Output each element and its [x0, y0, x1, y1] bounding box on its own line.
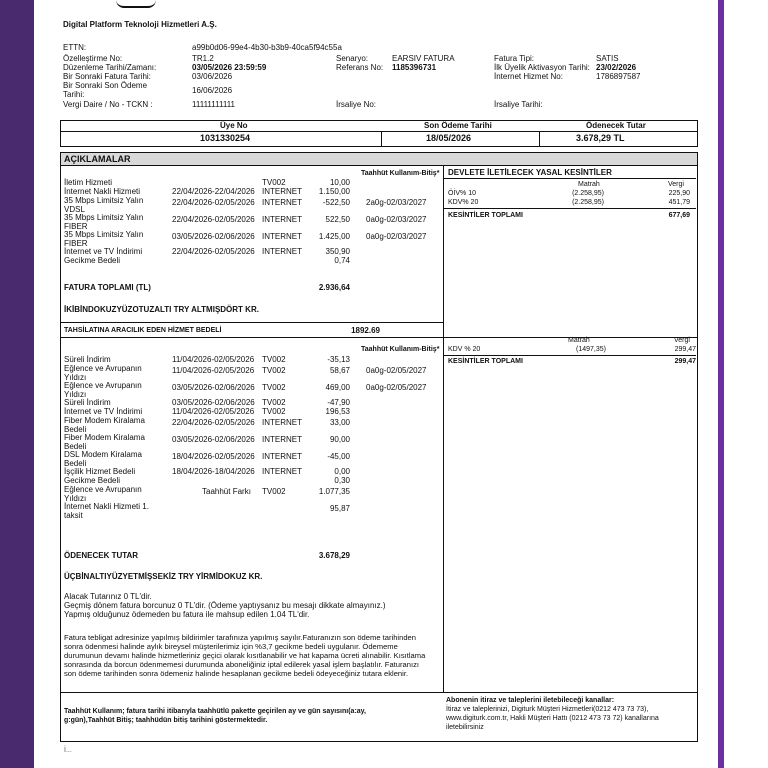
item2-taahhut: 0a0g-02/05/2027 [366, 383, 427, 392]
item2-period: 11/04/2026-02/05/2026 [172, 355, 255, 364]
item1-taahhut: 0a0g-02/03/2027 [366, 232, 427, 241]
item1-type: TV002 [262, 178, 286, 187]
item2-name: Süreli İndirim [64, 398, 111, 407]
item2-amount: 95,87 [329, 504, 350, 513]
item2-period: 03/05/2026-02/06/2026 [172, 383, 255, 392]
note2-line: son ödeme tarihinden sonra ödemeniz halinde hesaplanan gecikme bedeli ödeyeceğiniz tutara eklenir. [64, 669, 409, 678]
meta-mid-label-1: Referans No: [336, 63, 384, 72]
item1-name: İletim Hizmeti [64, 178, 113, 187]
item2-name: Fiber Modem Kiralama Bedeli [64, 433, 145, 451]
meta-right-label-2: İnternet Hizmet No: [494, 72, 563, 81]
item1-taahhut: 0a0g-02/03/2027 [366, 215, 427, 224]
tax2-total-value: 299,47 [674, 358, 696, 365]
cut-off-text: İ... [64, 747, 72, 754]
item1-period: 22/04/2026-02/05/2026 [172, 198, 255, 207]
meta-right-value-1: 23/02/2026 [596, 63, 637, 72]
item1-type: INTERNET [262, 215, 302, 224]
note2-line: sonrasında da borcun ödenmemesi durumunda aboneliğiniz iptal edilerek yasal işlem başlatılır. Faturanızı [64, 660, 419, 669]
item1-amount: -522,50 [322, 198, 350, 207]
tax1-total-value: 677,69 [668, 212, 690, 219]
tax1-total-divider [444, 208, 696, 209]
item1-name: İnternet Nakli Hizmeti [64, 187, 141, 196]
tax1-row-name: ÖİV% 10 [448, 190, 477, 197]
footnote-line-2: g:gün),Taahhüt Bitiş; taahhüdün bitiş tarihini göstermektedir. [64, 717, 268, 724]
item1-type: INTERNET [262, 187, 302, 196]
note2-line: sonra ödenmesi halinde aylık bireysel müşterilerimiz için %3,7 gecikme bedeli uygulanır. Ödememe [64, 642, 398, 651]
item2-type: TV002 [262, 355, 286, 364]
item1-taahhut: 2a0g-02/03/2027 [366, 198, 427, 207]
item2-type: INTERNET [262, 452, 302, 461]
tax1-row-name: KDV% 20 [448, 199, 479, 206]
item2-type: INTERNET [262, 467, 302, 476]
contact-line-3: iletebilirsiniz [446, 724, 484, 731]
note2-line: durumunun devamı halinde hizmetleriniz geçici olarak kısıtlanabilir ve hat kapama ücreti alınabilir. Kısıtlama [64, 651, 426, 660]
item1-name: 35 Mbps Limitsiz Yalın FIBER [64, 213, 144, 231]
tax2-matrah-header: Matrah [568, 337, 590, 344]
section-header-bar [61, 153, 697, 166]
item2-name: Gecikme Bedeli [64, 476, 121, 485]
item2-name: Fiber Modem Kiralama Bedeli [64, 416, 145, 434]
fatura-toplami-value: 2.936,64 [318, 283, 350, 292]
meta-mid-label-2: İrsaliye No: [336, 100, 377, 109]
item2-name: İnternet ve TV İndirimi [64, 407, 143, 416]
tax2-row-matrah: (1497,35) [576, 346, 606, 353]
tax1-vergi-header: Vergi [668, 181, 684, 188]
meta-value-2: 03/05/2026 23:59:59 [192, 63, 267, 72]
item2-amount: 58,67 [329, 366, 350, 375]
item1-name: İnternet ve TV İndirimi [64, 247, 143, 256]
item2-period: 11/04/2026-02/05/2026 [172, 366, 255, 375]
summary-son-odeme-date: 18/05/2026 [426, 133, 472, 143]
item1-period: 22/04/2026-02/05/2026 [172, 215, 255, 224]
item2-period: 22/04/2026-02/05/2026 [172, 418, 255, 427]
item2-type: TV002 [262, 407, 286, 416]
item2-type: INTERNET [262, 435, 302, 444]
meta-value-0: a99b0d06-99e4-4b30-b3b9-40ca5f94c55a [192, 43, 342, 52]
tax1-row-vergi: 225,90 [668, 190, 690, 197]
meta-label-3: Bir Sonraki Fatura Tarihi: [63, 72, 151, 81]
tahsilat-value: 1892.69 [351, 326, 380, 335]
note2-line: Fatura tebligat adresinize yapılmış bildirimler tarafınıza yapılmış sayılır.Faturanızın son ödeme tarihinden [64, 633, 417, 642]
note1-line: Yapmış olduğunuz ödemeden bu fatura ile mahsup edilen 1.04 TL'dir. [64, 610, 310, 619]
footnote-line-1: Taahhüt Kullanım; fatura tarihi itibarıyla taahhütlü pakette geçirilen ay ve gün sayısını(a:ay, [64, 708, 366, 715]
meta-value-1: TR1.2 [192, 54, 214, 63]
item1-period: 22/04/2026-22/04/2026 [172, 187, 255, 196]
column-divider [443, 165, 444, 692]
item2-name: Eğlence ve Avrupanın Yıldızı [64, 485, 142, 503]
odenecek-tutar-value: 3.678,29 [318, 551, 350, 560]
item1-amount: 0,74 [334, 256, 350, 265]
item1-amount: 522,50 [325, 215, 350, 224]
divider-1 [61, 322, 443, 323]
note1-line: Alacak Tutarınız 0 TL'dir. [64, 592, 152, 601]
item1-type: INTERNET [262, 198, 302, 207]
meta-label-5: Vergi Daire / No - TCKN : [63, 100, 153, 109]
item2-name: Eğlence ve Avrupanın Yıldızı [64, 381, 142, 399]
item1-type: INTERNET [262, 247, 302, 256]
item2-period: 18/04/2026-02/05/2026 [172, 452, 255, 461]
right-edge [718, 0, 768, 768]
tax2-total-divider [444, 355, 696, 356]
note1-line: Geçmiş dönem fatura borcunuz 0 TL'dir. (Ödeme yaptıysanız bu mesajı dikkate almayınız.) [64, 601, 386, 610]
meta-value-3: 03/06/2026 [192, 72, 233, 81]
item2-amount: -47,90 [327, 398, 350, 407]
item1-period: 03/05/2026-02/06/2026 [172, 232, 255, 241]
meta-value-5: 11111111111 [192, 100, 236, 109]
item1-period: 22/04/2026-02/05/2026 [172, 247, 255, 256]
tax1-row-matrah: (2.258,95) [572, 190, 604, 197]
item2-amount: 33,00 [329, 418, 350, 427]
meta-right-value-2: 1786897587 [596, 72, 641, 81]
meta-label-4-b: Tarihi: [63, 90, 85, 99]
item2-type: INTERNET [262, 418, 302, 427]
tax-title-underline [444, 178, 696, 179]
tax2-vergi-header: Vergi [674, 337, 690, 344]
footer-divider [61, 692, 697, 693]
tax1-row-vergi: 451,79 [668, 199, 690, 206]
item1-amount: 1.425,00 [318, 232, 350, 241]
taahhut-header-1: Taahhüt Kullanım-Bitiş* [361, 170, 440, 177]
summary-header-son-odeme: Son Ödeme Tarihi [424, 121, 492, 130]
item2-amount: -45,00 [327, 452, 350, 461]
item2-name: İşçilik Hizmet Bedeli [64, 467, 136, 476]
meta-value-4: 16/06/2026 [192, 86, 233, 95]
taahhut-header-2: Taahhüt Kullanım-Bitiş* [361, 346, 440, 353]
item1-name: 35 Mbps Limitsiz Yalın FIBER [64, 230, 144, 248]
meta-right-label-0: Fatura Tipi: [494, 54, 535, 63]
item2-taahhut: 0a0g-02/05/2027 [366, 366, 427, 375]
meta-label-0: ETTN: [63, 43, 87, 52]
item1-name: 35 Mbps Limitsiz Yalın VDSL [64, 196, 144, 214]
item1-amount: 1.150,00 [318, 187, 350, 196]
summary-odenecek-tutar: 3.678,29 TL [576, 133, 625, 143]
meta-mid-label-0: Senaryo: [336, 54, 369, 63]
contact-title: Abonenin itiraz ve taleplerini iletebileceği kanallar: [446, 697, 615, 704]
item1-type: INTERNET [262, 232, 302, 241]
item2-amount: 0,30 [334, 476, 350, 485]
company-logo [116, 0, 156, 8]
tax2-total-label: KESİNTİLER TOPLAMI [448, 358, 523, 365]
amount-in-words-2: ÜÇBİNALTIYÜZYETMİŞSEKİZ TRY YİRMİDOKUZ KR. [64, 572, 263, 581]
fatura-toplami-label: FATURA TOPLAMI (TL) [64, 283, 151, 292]
tax-panel-title: DEVLETE İLETİLECEK YASAL KESİNTİLER [448, 168, 612, 177]
tahsilat-label: TAHSİLATINA ARACILIK EDEN HİZMET BEDELİ [64, 327, 222, 334]
item2-type: TV002 [262, 398, 286, 407]
item2-amount: 196,53 [325, 407, 350, 416]
meta-mid-value-0: EARSIV FATURA [392, 54, 455, 63]
item1-amount: 10,00 [329, 178, 350, 187]
meta-mid-value-1: 1185396731 [392, 63, 437, 72]
item2-amount: 0,00 [334, 467, 350, 476]
item2-type: TV002 [262, 487, 286, 496]
item2-period: 03/05/2026-02/06/2026 [172, 398, 255, 407]
contact-line-1: İtiraz ve taleplerinizi, Digiturk Müşteri Hizmetleri(0212 473 73 73), [446, 706, 649, 713]
item2-name: Süreli İndirim [64, 355, 111, 364]
tax2-row-name: KDV % 20 [448, 346, 481, 353]
tax2-row-vergi: 299,47 [674, 346, 696, 353]
company-name: Digital Platform Teknoloji Hizmetleri A.Ş. [63, 20, 217, 29]
item2-amount: -35,13 [327, 355, 350, 364]
amount-in-words-1: İKİBİNDOKUZYÜZOTUZALTI TRY ALTMIŞDÖRT KR. [64, 305, 259, 314]
meta-right-label-1: İlk Üyelik Aktivasyon Tarihi: [494, 63, 590, 72]
tax1-matrah-header: Matrah [578, 181, 600, 188]
odenecek-tutar-label: ÖDENECEK TUTAR [64, 551, 139, 560]
item2-amount: 1.077,35 [318, 487, 350, 496]
meta-label-4: Bir Sonraki Son Ödeme [63, 81, 148, 90]
item2-type: TV002 [262, 366, 286, 375]
item2-name: DSL Modem Kiralama Bedeli [64, 450, 142, 468]
meta-right-value-0: SATIS [596, 54, 619, 63]
item2-period: 03/05/2026-02/06/2026 [172, 435, 255, 444]
summary-uye-no: 1031330254 [200, 133, 251, 143]
item2-amount: 90,00 [329, 435, 350, 444]
item1-amount: 350,90 [325, 247, 350, 256]
summary-header-uye: Üye No [220, 121, 248, 130]
item2-name: Eğlence ve Avrupanın Yıldızı [64, 364, 142, 382]
meta-label-2: Düzenleme Tarihi/Zamanı: [63, 63, 157, 72]
meta-label-1: Özelleştirme No: [63, 54, 123, 63]
tax1-row-matrah: (2.258,95) [572, 199, 604, 206]
divider-2 [61, 337, 697, 338]
section-title-aciklamalar: AÇIKLAMALAR [64, 154, 131, 164]
item2-period: 11/04/2026-02/05/2026 [172, 407, 255, 416]
item2-amount: 469,00 [325, 383, 350, 392]
item2-name: İnternet Nakli Hizmeti 1. taksit [64, 502, 149, 520]
summary-header-tutar: Ödenecek Tutar [586, 121, 646, 130]
item2-type: TV002 [262, 383, 286, 392]
contact-line-2: www.digiturk.com.tr, Hakli Müşteri Hattı (0212 473 73 72) kanallarına [446, 715, 659, 722]
item2-period: Taahhüt Farkı [202, 487, 251, 496]
meta-right-label-3: İrsaliye Tarihi: [494, 100, 543, 109]
invoice-page [34, 0, 718, 768]
tax1-total-label: KESİNTİLER TOPLAMI [448, 212, 523, 219]
item2-period: 18/04/2026-18/04/2026 [172, 467, 255, 476]
item1-name: Gecikme Bedeli [64, 256, 121, 265]
